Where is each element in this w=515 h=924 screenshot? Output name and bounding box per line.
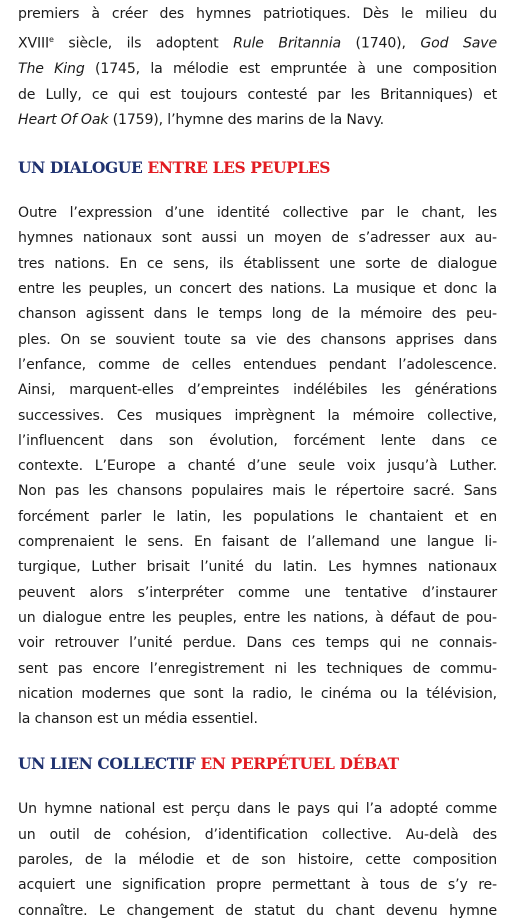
text-line <box>18 57 497 82</box>
century-text: XVIII <box>18 35 50 52</box>
paragraph-intro <box>18 0 497 133</box>
text-line: tres nations. En ce sens, ils établissent une sorte de dialogue <box>18 255 497 272</box>
text-line: de Lully, ce qui est toujours contesté par les Britanniques) et <box>18 86 497 103</box>
section-heading-lien-collectif <box>18 754 497 774</box>
text-line: premiers à créer des hymnes patriotiques. Dès le milieu du <box>18 6 497 22</box>
text-line: successives. Ces musiques imprègnent la mémoire collective, <box>18 407 497 424</box>
text-line: peuvent alors s’interpréter comme une tentative d’instaurer <box>18 584 497 601</box>
text-line: Outre l’expression d’une identité collective par le chant, les <box>18 205 497 222</box>
text-fragment: siècle, ils adoptent <box>53 35 234 52</box>
text-fragment: (1759), l’hymne des marins de la Navy. <box>108 111 385 128</box>
text-line: hymnes nationaux sont aussi un moyen de s’adresser aux au- <box>18 230 497 247</box>
text-line: chanson agissent dans le temps long de la mémoire des peu- <box>18 306 497 323</box>
song-title-the-king: The King <box>18 61 85 78</box>
text-line: connaître. Le changement de statut du chant devenu hymne <box>18 902 497 919</box>
text-line: nication modernes que sont la radio, le cinéma ou la télévision, <box>18 685 497 702</box>
section-heading-dialogue <box>18 158 497 178</box>
text-line: Un hymne national est perçu dans le pays qui l’a adopté comme <box>18 801 497 818</box>
text-line: l’enfance, comme de celles entendues pendant l’adolescence. <box>18 356 497 373</box>
text-fragment: (1740), <box>340 35 421 52</box>
text-line: forcément parler le latin, les populations le chantaient et en <box>18 508 497 525</box>
text-line: contexte. L’Europe a chanté d’une seule voix jusqu’à Luther. <box>18 458 497 475</box>
song-title-rule-britannia: Rule Britannia <box>233 35 341 52</box>
text-line: un outil de cohésion, d’identification collective. Au-delà des <box>18 826 497 843</box>
text-line: l’influencent dans son évolution, forcément lente dans ce <box>18 432 497 449</box>
text-line: Non pas les chansons populaires mais le répertoire sacré. Sans <box>18 483 497 500</box>
text-line: entre les peuples, un concert des nations. La musique et donc la <box>18 281 497 298</box>
heading-part-red: EN PERPÉTUEL DÉBAT <box>200 754 399 774</box>
heading-part-red: ENTRE LES PEUPLES <box>147 158 331 178</box>
text-line: paroles, de la mélodie et de son histoire, cette composition <box>18 852 497 868</box>
paragraph-lien-collectif <box>18 797 497 923</box>
song-title-god-save: God Save <box>420 35 497 52</box>
song-title-heart-of-oak: Heart Of Oak <box>18 111 109 128</box>
text-fragment: (1745, la mélodie est empruntée à une composition <box>84 61 497 78</box>
century-superscript: e <box>49 35 54 45</box>
text-line: Ainsi, marquent-elles d’empreintes indélébiles les générations <box>18 382 497 399</box>
text-line: un dialogue entre les peuples, entre les nations, à défaut de pou- <box>18 609 497 626</box>
text-line <box>18 108 497 133</box>
text-line: ples. On se souvient toute sa vie des chansons apprises dans <box>18 331 497 348</box>
paragraph-dialogue <box>18 201 497 732</box>
text-line: comprenaient le sens. En faisant de l’allemand une langue li- <box>18 534 497 551</box>
text-line <box>18 27 497 57</box>
text-line: voir retrouver l’unité perdue. Dans ces temps qui ne connais- <box>18 635 497 652</box>
text-line: sent pas encore l’enregistrement ni les techniques de commu- <box>18 660 497 677</box>
heading-part-blue: UN LIEN COLLECTIF <box>18 754 196 774</box>
text-line: acquiert une signification propre permettant à tous de s’y re- <box>18 877 497 894</box>
heading-part-blue: UN DIALOGUE <box>18 158 143 178</box>
text-line: turgique, Luther brisait l’unité du latin. Les hymnes nationaux <box>18 559 497 576</box>
text-line: la chanson est un média essentiel. <box>18 711 258 728</box>
